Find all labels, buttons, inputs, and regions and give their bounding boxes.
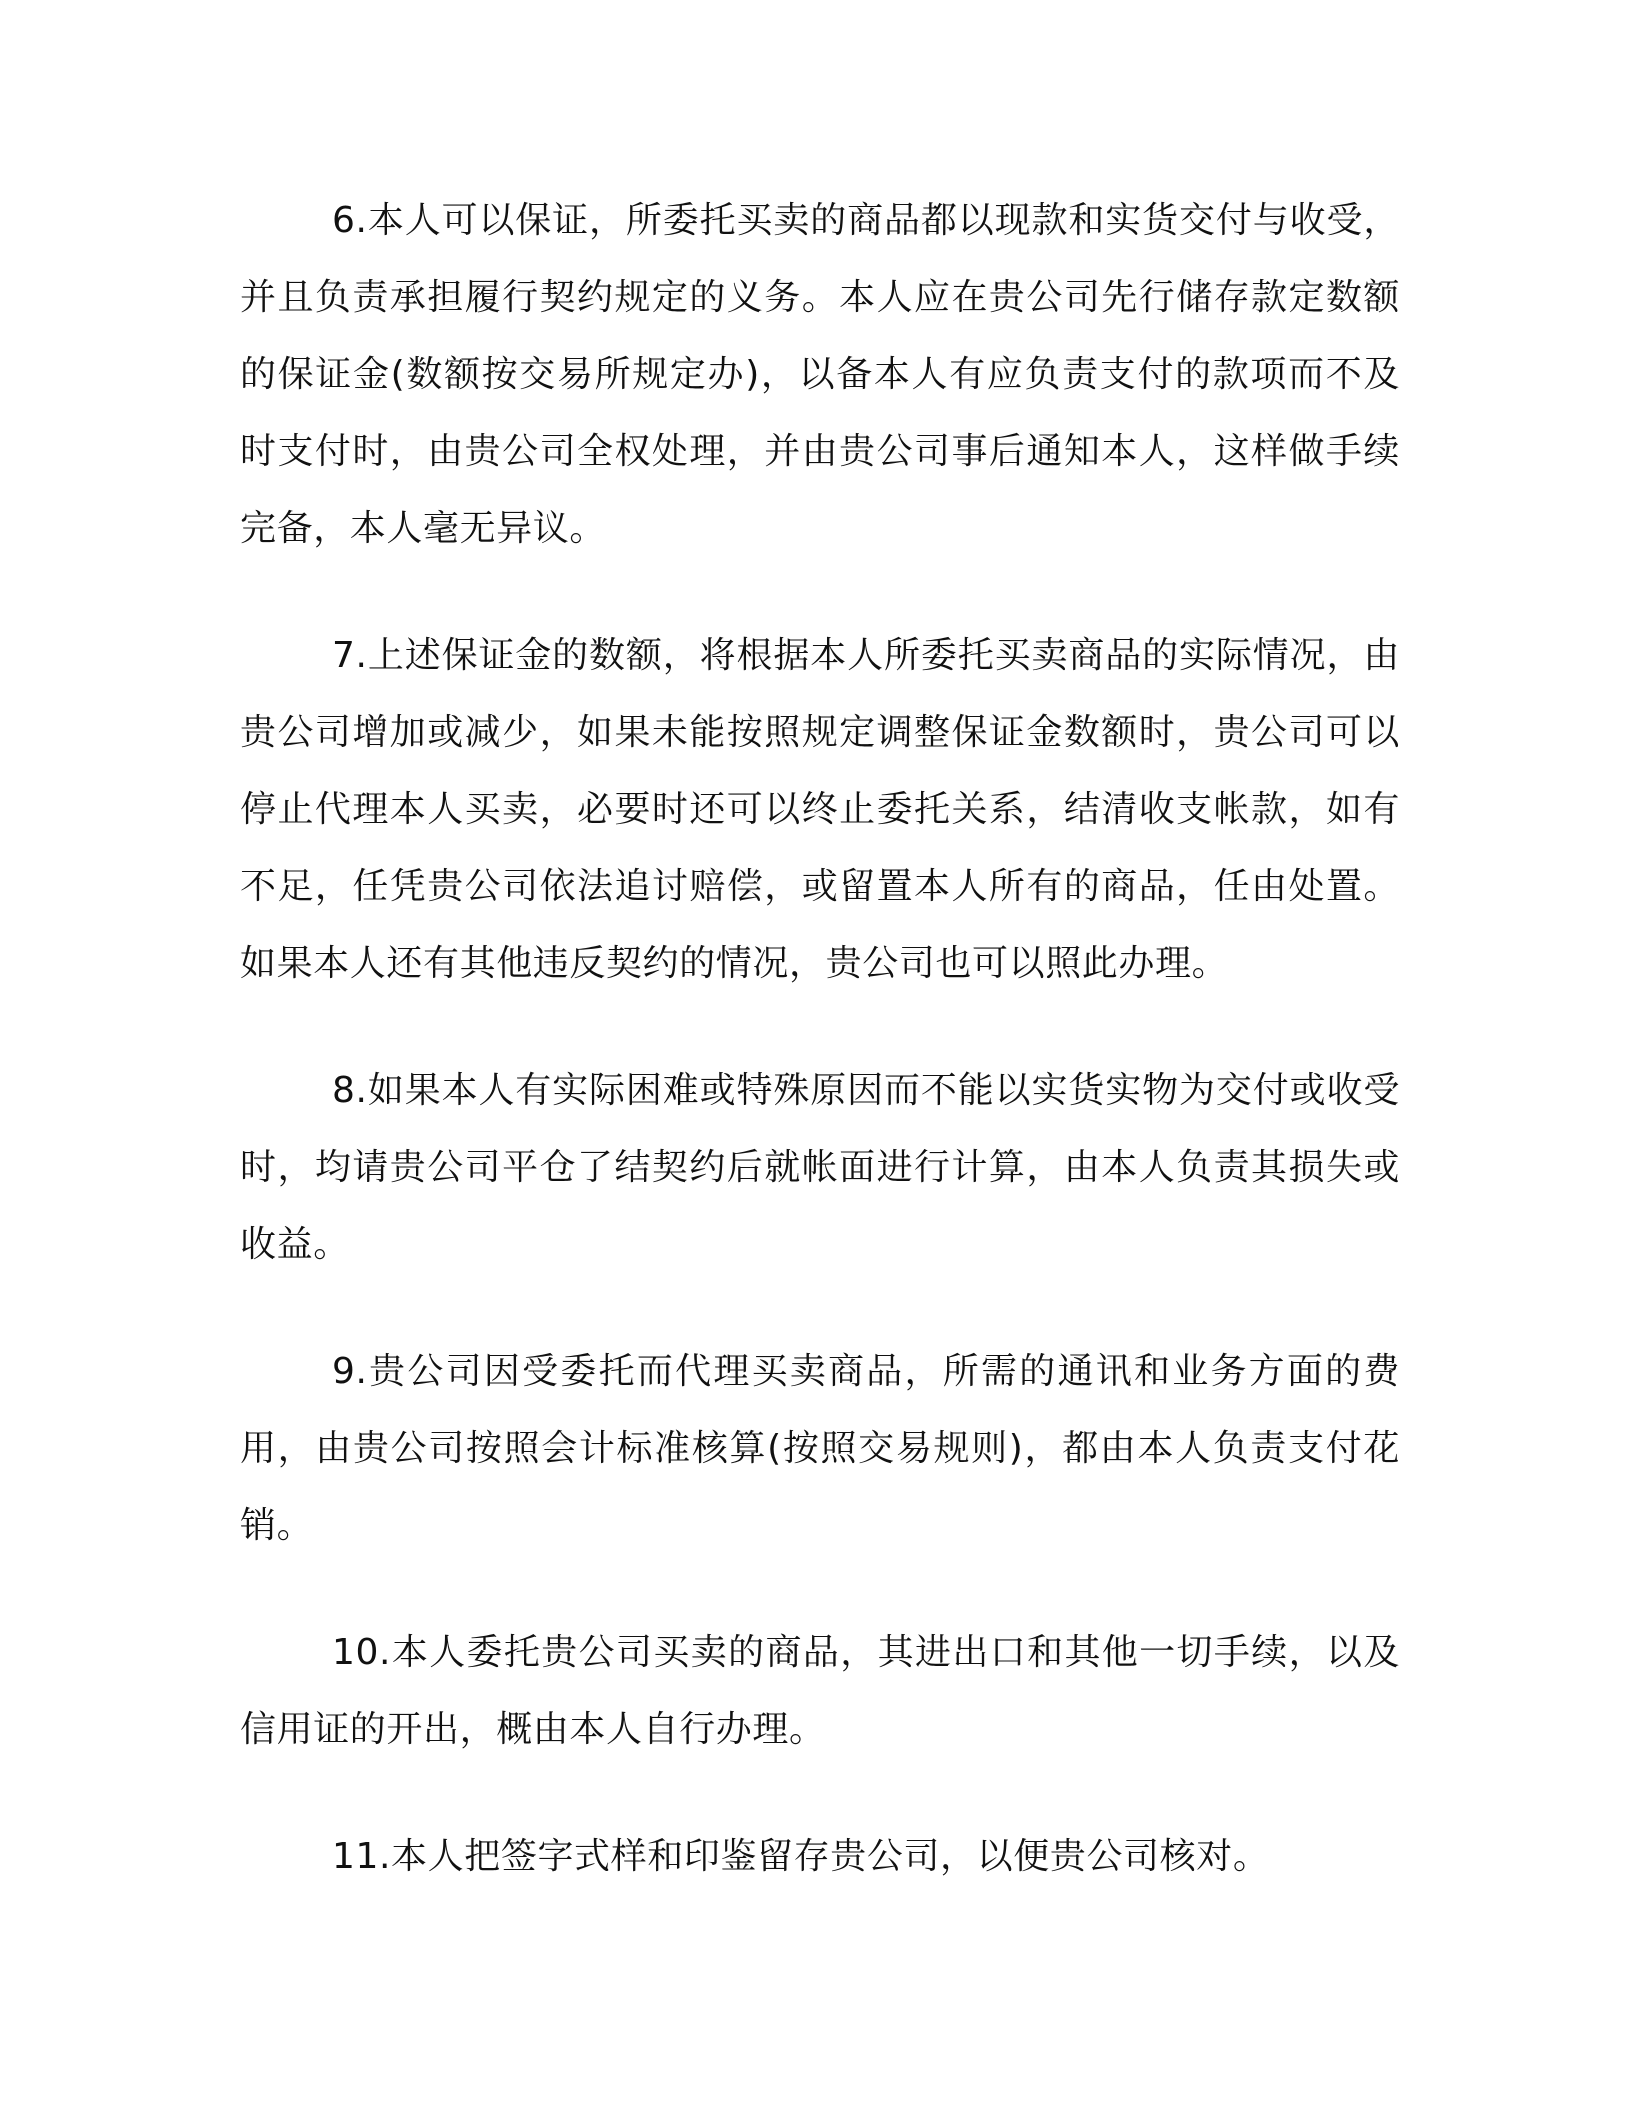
clause-8: 8.如果本人有实际困难或特殊原因而不能以实货实物为交付或收受时，均请贵公司平仓了结契约后就帐面进行计算，由本人负责其损失或收益。 (240, 1070, 1400, 1265)
clause-9: 9.贵公司因受委托而代理买卖商品，所需的通讯和业务方面的费用，由贵公司按照会计标准核算(按照交易规则)，都由本人负责支付花销。 (240, 1351, 1400, 1546)
document-body (240, 182, 1400, 1945)
clause-11: 11.本人把签字式样和印鉴留存贵公司，以便贵公司核对。 (332, 1836, 1270, 1877)
clause-6: 6.本人可以保证，所委托买卖的商品都以现款和实货交付与收受，并且负责承担履行契约规定的义务。本人应在贵公司先行储存款定数额的保证金(数额按交易所规定办)，以备本人有应负责支付的款项而不及时支付时，由贵公司全权处理，并由贵公司事后通知本人，这样做手续完备，本人毫无异议。 (240, 200, 1400, 549)
clause-10: 10.本人委托贵公司买卖的商品，其进出口和其他一切手续，以及信用证的开出，概由本人自行办理。 (240, 1632, 1400, 1750)
clause-7: 7.上述保证金的数额，将根据本人所委托买卖商品的实际情况，由贵公司增加或减少，如果未能按照规定调整保证金数额时，贵公司可以停止代理本人买卖，必要时还可以终止委托关系，结清收支帐款，如有不足，任凭贵公司依法追讨赔偿，或留置本人所有的商品，任由处置。如果本人还有其他违反契约的情况，贵公司也可以照此办理。 (240, 635, 1400, 984)
